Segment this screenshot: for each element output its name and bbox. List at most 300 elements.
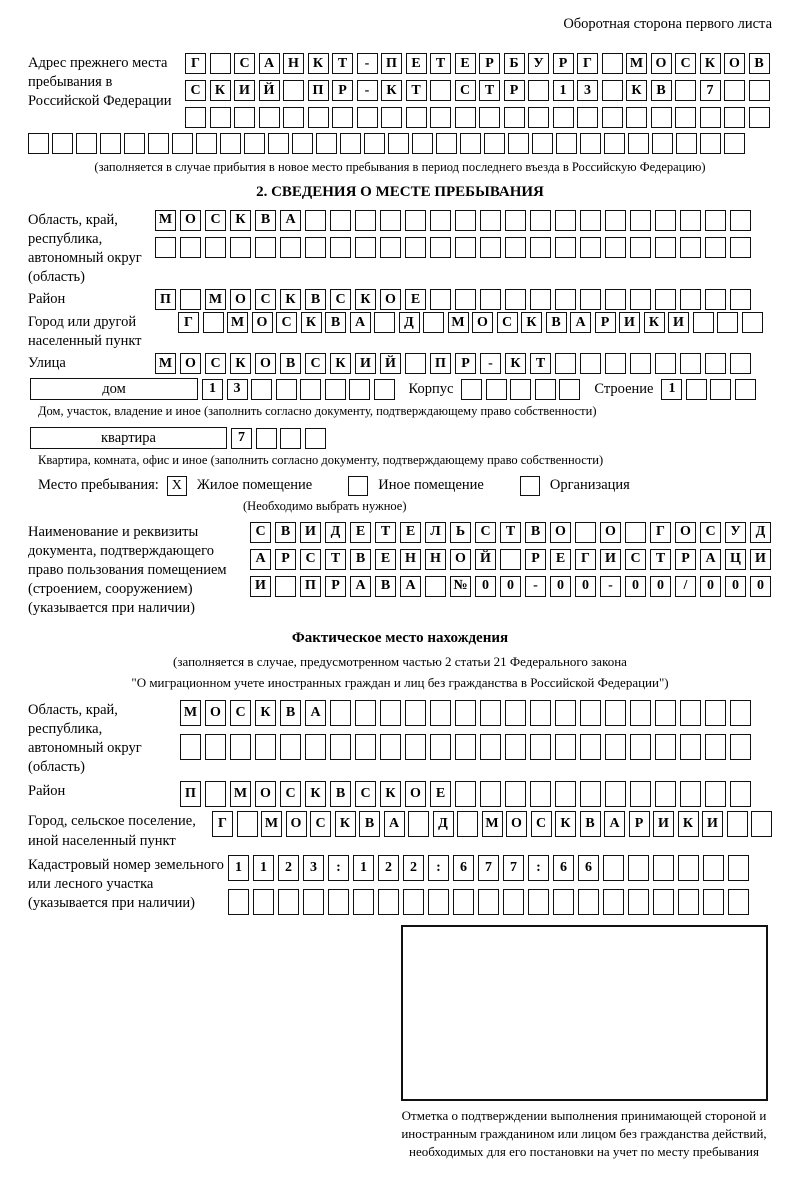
char-cell[interactable]: В: [749, 53, 770, 74]
char-cell[interactable]: Р: [455, 353, 476, 374]
char-cell[interactable]: Е: [350, 522, 371, 543]
char-cell[interactable]: [705, 237, 726, 258]
char-cell[interactable]: С: [234, 53, 255, 74]
char-cell[interactable]: [253, 889, 274, 915]
char-cell[interactable]: В: [325, 312, 346, 333]
char-cell[interactable]: [703, 855, 724, 881]
char-cell[interactable]: С: [300, 549, 321, 570]
char-cell[interactable]: [380, 700, 401, 726]
char-cell[interactable]: К: [308, 53, 329, 74]
char-cell[interactable]: [460, 133, 481, 154]
char-cell[interactable]: 2: [378, 855, 399, 881]
char-cell[interactable]: [330, 700, 351, 726]
char-cell[interactable]: В: [280, 700, 301, 726]
char-cell[interactable]: Р: [675, 549, 696, 570]
char-cell[interactable]: О: [675, 522, 696, 543]
char-cell[interactable]: [76, 133, 97, 154]
char-cell[interactable]: К: [280, 289, 301, 310]
char-cell[interactable]: [255, 237, 276, 258]
char-cell[interactable]: [580, 781, 601, 807]
char-cell[interactable]: И: [355, 353, 376, 374]
char-cell[interactable]: И: [653, 811, 674, 837]
char-cell[interactable]: 0: [700, 576, 721, 597]
char-cell[interactable]: [605, 700, 626, 726]
char-cell[interactable]: П: [430, 353, 451, 374]
char-cell[interactable]: [455, 734, 476, 760]
char-cell[interactable]: [364, 133, 385, 154]
char-cell[interactable]: [602, 53, 623, 74]
char-cell[interactable]: В: [280, 353, 301, 374]
char-cell[interactable]: 7: [700, 80, 721, 101]
char-cell[interactable]: 1: [553, 80, 574, 101]
char-cell[interactable]: [332, 107, 353, 128]
char-cell[interactable]: [655, 781, 676, 807]
char-cell[interactable]: С: [497, 312, 518, 333]
char-cell[interactable]: [724, 107, 745, 128]
char-cell[interactable]: [532, 133, 553, 154]
char-cell[interactable]: [255, 734, 276, 760]
char-cell[interactable]: :: [528, 855, 549, 881]
char-cell[interactable]: [652, 133, 673, 154]
char-cell[interactable]: М: [155, 210, 176, 231]
char-cell[interactable]: Л: [425, 522, 446, 543]
char-cell[interactable]: 7: [231, 428, 252, 449]
char-cell[interactable]: С: [205, 353, 226, 374]
checkbox-inoe-pomeshchenie[interactable]: [348, 476, 368, 496]
char-cell[interactable]: :: [328, 855, 349, 881]
char-cell[interactable]: [430, 237, 451, 258]
char-cell[interactable]: [675, 80, 696, 101]
char-cell[interactable]: [230, 734, 251, 760]
char-cell[interactable]: [256, 428, 277, 449]
char-cell[interactable]: А: [350, 312, 371, 333]
char-cell[interactable]: Г: [178, 312, 199, 333]
char-cell[interactable]: Г: [650, 522, 671, 543]
char-cell[interactable]: [478, 889, 499, 915]
char-cell[interactable]: Т: [650, 549, 671, 570]
char-cell[interactable]: М: [155, 353, 176, 374]
char-cell[interactable]: [283, 80, 304, 101]
char-cell[interactable]: [751, 811, 772, 837]
char-cell[interactable]: Й: [259, 80, 280, 101]
char-cell[interactable]: Е: [430, 781, 451, 807]
char-cell[interactable]: О: [230, 289, 251, 310]
char-cell[interactable]: [349, 379, 370, 400]
char-cell[interactable]: О: [506, 811, 527, 837]
char-cell[interactable]: [555, 734, 576, 760]
char-cell[interactable]: М: [261, 811, 282, 837]
char-cell[interactable]: 3: [227, 379, 248, 400]
char-cell[interactable]: Т: [406, 80, 427, 101]
char-cell[interactable]: [405, 734, 426, 760]
char-cell[interactable]: С: [255, 289, 276, 310]
char-cell[interactable]: И: [234, 80, 255, 101]
char-cell[interactable]: [278, 889, 299, 915]
char-cell[interactable]: Д: [325, 522, 346, 543]
char-cell[interactable]: П: [381, 53, 402, 74]
char-cell[interactable]: [205, 781, 226, 807]
char-cell[interactable]: [717, 312, 738, 333]
char-cell[interactable]: [455, 289, 476, 310]
char-cell[interactable]: [630, 700, 651, 726]
char-cell[interactable]: [403, 889, 424, 915]
char-cell[interactable]: [730, 353, 751, 374]
char-cell[interactable]: [680, 353, 701, 374]
char-cell[interactable]: С: [305, 353, 326, 374]
char-cell[interactable]: [530, 210, 551, 231]
char-cell[interactable]: [705, 734, 726, 760]
char-cell[interactable]: Д: [399, 312, 420, 333]
char-cell[interactable]: [461, 379, 482, 400]
char-cell[interactable]: [728, 855, 749, 881]
char-cell[interactable]: [528, 889, 549, 915]
char-cell[interactable]: [628, 133, 649, 154]
char-cell[interactable]: [453, 889, 474, 915]
char-cell[interactable]: [423, 312, 444, 333]
char-cell[interactable]: [455, 781, 476, 807]
char-cell[interactable]: [578, 889, 599, 915]
char-cell[interactable]: [355, 700, 376, 726]
char-cell[interactable]: [575, 522, 596, 543]
char-cell[interactable]: С: [230, 700, 251, 726]
char-cell[interactable]: О: [252, 312, 273, 333]
char-cell[interactable]: К: [700, 53, 721, 74]
char-cell[interactable]: [280, 237, 301, 258]
checkbox-zhiloe-pomeshchenie[interactable]: X: [167, 476, 187, 496]
char-cell[interactable]: [530, 781, 551, 807]
char-cell[interactable]: [630, 781, 651, 807]
char-cell[interactable]: С: [310, 811, 331, 837]
char-cell[interactable]: [626, 107, 647, 128]
char-cell[interactable]: Т: [479, 80, 500, 101]
char-cell[interactable]: А: [604, 811, 625, 837]
char-cell[interactable]: С: [355, 781, 376, 807]
char-cell[interactable]: О: [651, 53, 672, 74]
char-cell[interactable]: К: [230, 353, 251, 374]
char-cell[interactable]: [530, 289, 551, 310]
char-cell[interactable]: [480, 210, 501, 231]
char-cell[interactable]: И: [250, 576, 271, 597]
char-cell[interactable]: [484, 133, 505, 154]
char-cell[interactable]: О: [472, 312, 493, 333]
char-cell[interactable]: [742, 312, 763, 333]
char-cell[interactable]: А: [259, 53, 280, 74]
char-cell[interactable]: [604, 133, 625, 154]
char-cell[interactable]: [505, 781, 526, 807]
char-cell[interactable]: [380, 734, 401, 760]
char-cell[interactable]: О: [550, 522, 571, 543]
char-cell[interactable]: Д: [750, 522, 771, 543]
char-cell[interactable]: Г: [212, 811, 233, 837]
char-cell[interactable]: [605, 734, 626, 760]
char-cell[interactable]: М: [227, 312, 248, 333]
char-cell[interactable]: О: [180, 210, 201, 231]
char-cell[interactable]: С: [531, 811, 552, 837]
char-cell[interactable]: Т: [332, 53, 353, 74]
char-cell[interactable]: [196, 133, 217, 154]
char-cell[interactable]: [455, 700, 476, 726]
char-cell[interactable]: -: [600, 576, 621, 597]
char-cell[interactable]: [693, 312, 714, 333]
char-cell[interactable]: [630, 210, 651, 231]
char-cell[interactable]: [580, 133, 601, 154]
char-cell[interactable]: [380, 237, 401, 258]
char-cell[interactable]: У: [528, 53, 549, 74]
char-cell[interactable]: Е: [400, 522, 421, 543]
char-cell[interactable]: [328, 889, 349, 915]
char-cell[interactable]: [676, 133, 697, 154]
char-cell[interactable]: [479, 107, 500, 128]
char-cell[interactable]: 2: [403, 855, 424, 881]
char-cell[interactable]: К: [330, 353, 351, 374]
char-cell[interactable]: Е: [406, 53, 427, 74]
char-cell[interactable]: [457, 811, 478, 837]
char-cell[interactable]: [580, 734, 601, 760]
char-cell[interactable]: [653, 855, 674, 881]
char-cell[interactable]: [405, 210, 426, 231]
char-cell[interactable]: [210, 107, 231, 128]
char-cell[interactable]: [655, 237, 676, 258]
char-cell[interactable]: [180, 289, 201, 310]
char-cell[interactable]: 0: [725, 576, 746, 597]
char-cell[interactable]: Ь: [450, 522, 471, 543]
char-cell[interactable]: В: [375, 576, 396, 597]
char-cell[interactable]: [602, 107, 623, 128]
char-cell[interactable]: С: [276, 312, 297, 333]
char-cell[interactable]: [680, 700, 701, 726]
char-cell[interactable]: С: [475, 522, 496, 543]
char-cell[interactable]: [630, 734, 651, 760]
char-cell[interactable]: [280, 428, 301, 449]
char-cell[interactable]: [655, 210, 676, 231]
char-cell[interactable]: [680, 210, 701, 231]
char-cell[interactable]: [406, 107, 427, 128]
char-cell[interactable]: Б: [504, 53, 525, 74]
char-cell[interactable]: [705, 781, 726, 807]
char-cell[interactable]: Т: [530, 353, 551, 374]
char-cell[interactable]: К: [305, 781, 326, 807]
char-cell[interactable]: [580, 353, 601, 374]
char-cell[interactable]: [275, 576, 296, 597]
char-cell[interactable]: [251, 379, 272, 400]
char-cell[interactable]: [628, 855, 649, 881]
char-cell[interactable]: [430, 734, 451, 760]
char-cell[interactable]: [268, 133, 289, 154]
kvartira-box[interactable]: квартира: [30, 427, 227, 449]
char-cell[interactable]: 6: [553, 855, 574, 881]
char-cell[interactable]: К: [255, 700, 276, 726]
char-cell[interactable]: [730, 289, 751, 310]
char-cell[interactable]: [555, 210, 576, 231]
char-cell[interactable]: 7: [503, 855, 524, 881]
char-cell[interactable]: М: [482, 811, 503, 837]
char-cell[interactable]: [528, 80, 549, 101]
char-cell[interactable]: О: [405, 781, 426, 807]
char-cell[interactable]: [735, 379, 756, 400]
char-cell[interactable]: [655, 734, 676, 760]
char-cell[interactable]: [580, 700, 601, 726]
char-cell[interactable]: [124, 133, 145, 154]
char-cell[interactable]: Р: [325, 576, 346, 597]
char-cell[interactable]: [430, 80, 451, 101]
char-cell[interactable]: В: [350, 549, 371, 570]
char-cell[interactable]: Е: [455, 53, 476, 74]
char-cell[interactable]: [259, 107, 280, 128]
char-cell[interactable]: Р: [525, 549, 546, 570]
char-cell[interactable]: И: [600, 549, 621, 570]
char-cell[interactable]: [480, 237, 501, 258]
char-cell[interactable]: [455, 210, 476, 231]
char-cell[interactable]: [510, 379, 531, 400]
char-cell[interactable]: О: [255, 353, 276, 374]
char-cell[interactable]: С: [280, 781, 301, 807]
char-cell[interactable]: [680, 781, 701, 807]
char-cell[interactable]: [505, 210, 526, 231]
char-cell[interactable]: [436, 133, 457, 154]
char-cell[interactable]: [205, 237, 226, 258]
char-cell[interactable]: М: [626, 53, 647, 74]
char-cell[interactable]: [553, 889, 574, 915]
char-cell[interactable]: [430, 107, 451, 128]
char-cell[interactable]: [630, 289, 651, 310]
char-cell[interactable]: [603, 889, 624, 915]
char-cell[interactable]: [353, 889, 374, 915]
char-cell[interactable]: М: [180, 700, 201, 726]
char-cell[interactable]: [678, 889, 699, 915]
char-cell[interactable]: [305, 237, 326, 258]
char-cell[interactable]: А: [570, 312, 591, 333]
char-cell[interactable]: [428, 889, 449, 915]
char-cell[interactable]: О: [255, 781, 276, 807]
char-cell[interactable]: П: [300, 576, 321, 597]
char-cell[interactable]: [655, 700, 676, 726]
char-cell[interactable]: К: [521, 312, 542, 333]
char-cell[interactable]: [555, 700, 576, 726]
char-cell[interactable]: [340, 133, 361, 154]
char-cell[interactable]: [605, 210, 626, 231]
char-cell[interactable]: [185, 107, 206, 128]
char-cell[interactable]: [505, 734, 526, 760]
char-cell[interactable]: [381, 107, 402, 128]
char-cell[interactable]: [308, 107, 329, 128]
char-cell[interactable]: [630, 353, 651, 374]
char-cell[interactable]: [710, 379, 731, 400]
char-cell[interactable]: [728, 889, 749, 915]
char-cell[interactable]: [555, 353, 576, 374]
char-cell[interactable]: [305, 210, 326, 231]
char-cell[interactable]: Т: [500, 522, 521, 543]
char-cell[interactable]: Г: [577, 53, 598, 74]
char-cell[interactable]: [330, 734, 351, 760]
char-cell[interactable]: К: [301, 312, 322, 333]
char-cell[interactable]: А: [305, 700, 326, 726]
char-cell[interactable]: [405, 700, 426, 726]
char-cell[interactable]: П: [180, 781, 201, 807]
char-cell[interactable]: -: [357, 80, 378, 101]
char-cell[interactable]: С: [205, 210, 226, 231]
char-cell[interactable]: [730, 734, 751, 760]
char-cell[interactable]: [180, 237, 201, 258]
char-cell[interactable]: [380, 210, 401, 231]
char-cell[interactable]: [653, 889, 674, 915]
char-cell[interactable]: 2: [278, 855, 299, 881]
char-cell[interactable]: В: [651, 80, 672, 101]
char-cell[interactable]: Г: [185, 53, 206, 74]
char-cell[interactable]: [535, 379, 556, 400]
char-cell[interactable]: 0: [625, 576, 646, 597]
char-cell[interactable]: [553, 107, 574, 128]
char-cell[interactable]: С: [330, 289, 351, 310]
char-cell[interactable]: [374, 379, 395, 400]
char-cell[interactable]: [530, 700, 551, 726]
char-cell[interactable]: [480, 781, 501, 807]
char-cell[interactable]: П: [155, 289, 176, 310]
char-cell[interactable]: Р: [479, 53, 500, 74]
char-cell[interactable]: В: [275, 522, 296, 543]
char-cell[interactable]: [292, 133, 313, 154]
char-cell[interactable]: -: [357, 53, 378, 74]
char-cell[interactable]: [203, 312, 224, 333]
char-cell[interactable]: [505, 237, 526, 258]
char-cell[interactable]: 1: [353, 855, 374, 881]
char-cell[interactable]: [244, 133, 265, 154]
char-cell[interactable]: :: [428, 855, 449, 881]
char-cell[interactable]: [480, 734, 501, 760]
char-cell[interactable]: [625, 522, 646, 543]
char-cell[interactable]: [630, 237, 651, 258]
char-cell[interactable]: [172, 133, 193, 154]
char-cell[interactable]: И: [300, 522, 321, 543]
char-cell[interactable]: Н: [400, 549, 421, 570]
char-cell[interactable]: Р: [553, 53, 574, 74]
char-cell[interactable]: М: [448, 312, 469, 333]
char-cell[interactable]: С: [250, 522, 271, 543]
char-cell[interactable]: [605, 781, 626, 807]
char-cell[interactable]: К: [355, 289, 376, 310]
char-cell[interactable]: [703, 889, 724, 915]
char-cell[interactable]: [100, 133, 121, 154]
char-cell[interactable]: М: [205, 289, 226, 310]
char-cell[interactable]: [559, 379, 580, 400]
char-cell[interactable]: Й: [475, 549, 496, 570]
char-cell[interactable]: [555, 289, 576, 310]
char-cell[interactable]: В: [546, 312, 567, 333]
char-cell[interactable]: Д: [433, 811, 454, 837]
char-cell[interactable]: В: [255, 210, 276, 231]
char-cell[interactable]: [455, 107, 476, 128]
char-cell[interactable]: О: [724, 53, 745, 74]
char-cell[interactable]: [655, 353, 676, 374]
char-cell[interactable]: [330, 210, 351, 231]
char-cell[interactable]: [220, 133, 241, 154]
char-cell[interactable]: [234, 107, 255, 128]
char-cell[interactable]: [730, 237, 751, 258]
char-cell[interactable]: [504, 107, 525, 128]
char-cell[interactable]: 0: [750, 576, 771, 597]
char-cell[interactable]: [730, 700, 751, 726]
char-cell[interactable]: Р: [629, 811, 650, 837]
char-cell[interactable]: М: [230, 781, 251, 807]
char-cell[interactable]: С: [675, 53, 696, 74]
char-cell[interactable]: [237, 811, 258, 837]
char-cell[interactable]: [605, 237, 626, 258]
char-cell[interactable]: [412, 133, 433, 154]
char-cell[interactable]: [276, 379, 297, 400]
char-cell[interactable]: К: [678, 811, 699, 837]
char-cell[interactable]: А: [280, 210, 301, 231]
char-cell[interactable]: [705, 210, 726, 231]
char-cell[interactable]: О: [180, 353, 201, 374]
